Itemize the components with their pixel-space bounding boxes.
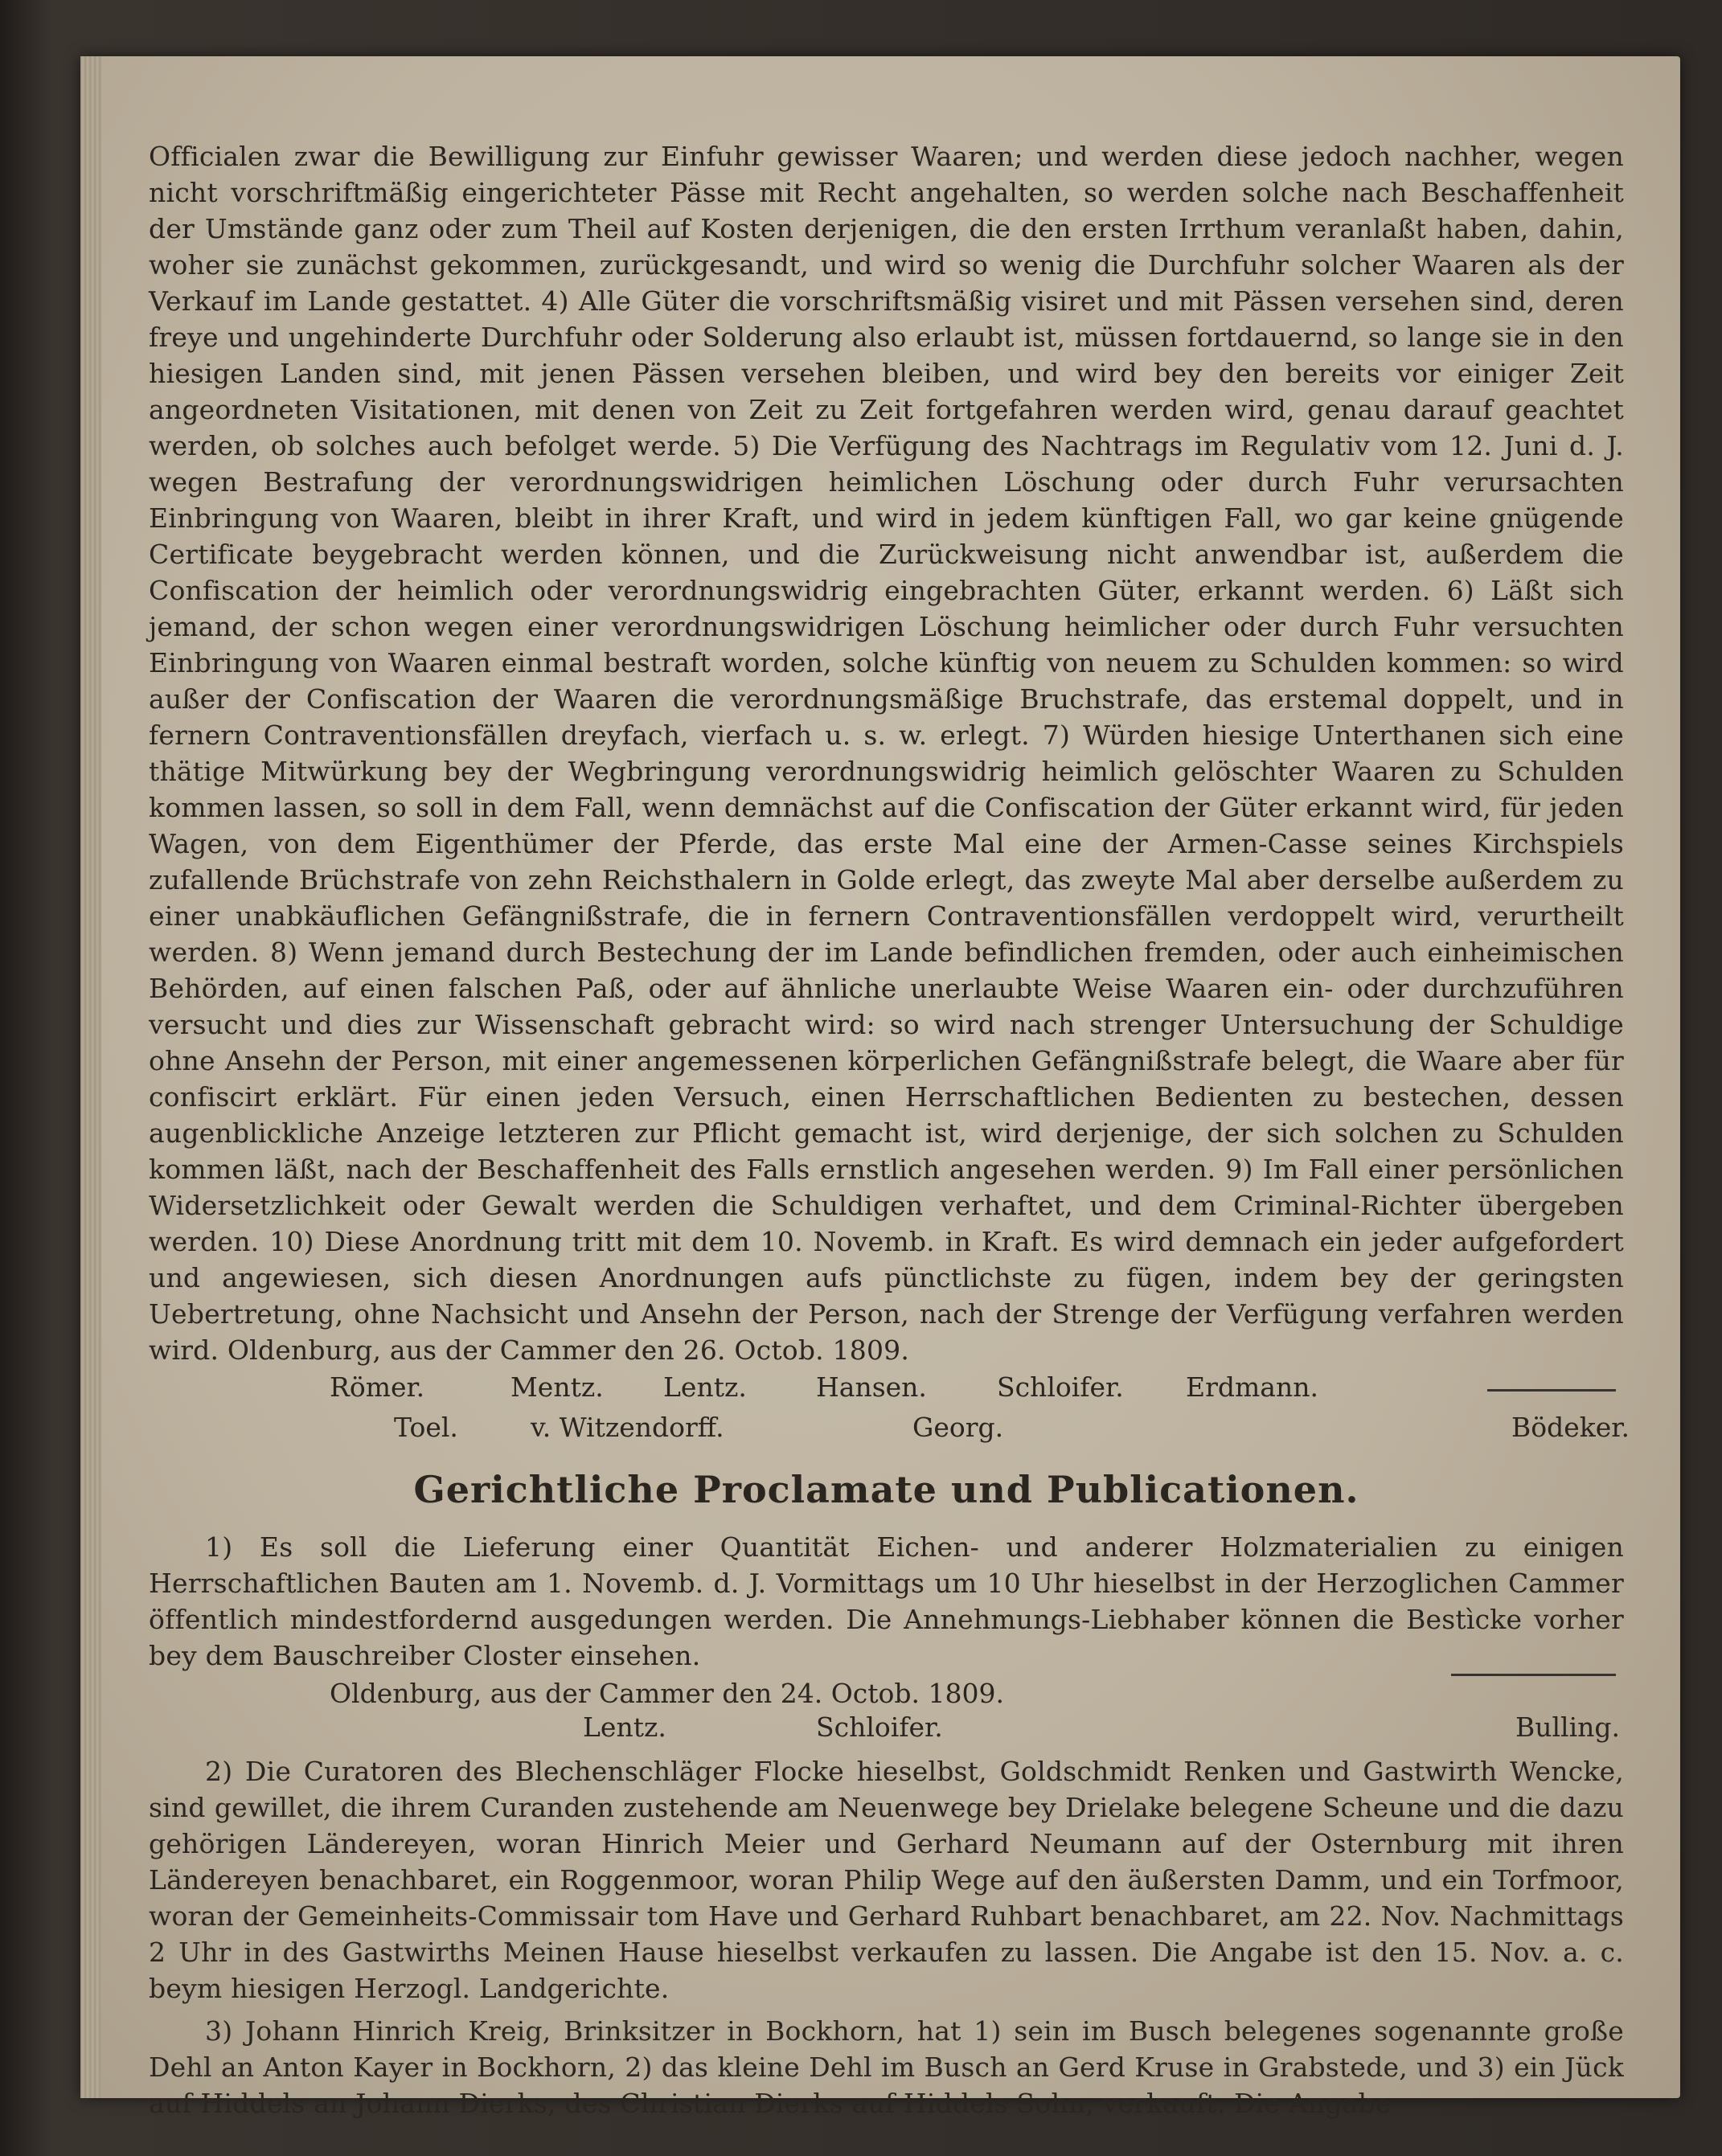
section-heading: Gerichtliche Proclamate und Publicationen.	[413, 1468, 1359, 1511]
page-edge	[80, 56, 101, 2098]
divider-rule	[1451, 1674, 1616, 1676]
signature: Hansen.	[816, 1371, 927, 1403]
main-paragraph: Officialen zwar die Bewilligung zur Einfuhr gewisser Waaren; und werden diese jedoch nachher, wegen nicht vorschriftmäßig eingerichteter Pässe mit Recht angehalten, so werden solche nach Beschaffenheit der Umstände ganz oder zum Theil auf Kosten derjenigen, die den ersten Irrthum veranlaßt haben, dahin, woher sie zunächst gekommen, zurückgesandt, und wird so wenig die Durchfuhr solcher Waaren als der Verkauf im Lande gestattet. 4) Alle Güter die vorschriftsmäßig visiret und mit Pässen versehen sind, deren freye und ungehinderte Durchfuhr oder Solderung also erlaubt ist, müssen fortdauernd, so lange sie in den hiesigen Landen sind, mit jenen Pässen versehen bleiben, und wird bey den bereits vor einiger Zeit angeordneten Visitationen, mit denen von Zeit zu Zeit fortgefahren werden wird, genau darauf geachtet werden, ob solches auch befolget werde. 5) Die Verfügung des Nachtrags im Regulativ vom 12. Juni d. J. wegen Bestrafung der verordnungswidrigen heimlichen Löschung oder durch Fuhr verursachten Einbringung von Waaren, bleibt in ihrer Kraft, und wird in jedem künftigen Fall, wo gar keine gnügende Certificate beygebracht werden können, und die Zurückweisung nicht anwendbar ist, außerdem die Confiscation der heimlich oder verordnungswidrig eingebrachten Güter, erkannt werden. 6) Läßt sich jemand, der schon wegen einer verordnungswidrigen Löschung heimlicher oder durch Fuhr versuchten Einbringung von Waaren einmal bestraft worden, solche künftig von neuem zu Schulden kommen: so wird außer der Confiscation der Waaren die verordnungsmäßige Bruchstrafe, das erstemal doppelt, und in fernern Contraventionsfällen dreyfach, vierfach u. s. w. erlegt. 7) Würden hiesige Unterthanen sich eine thätige Mitwürkung bey der Wegbringung verordnungswidrig heimlich gelöschter Waaren zu Schulden kommen lassen, so soll in dem Fall, wenn demnächst auf die Confiscation der Güter erkannt wird, für jeden Wagen, von dem Eigenthümer der Pferde, das erste Mal eine der Armen-Casse seines Kirchspiels zufallende Brüchstrafe von zehn Reichsthalern in Golde erlegt, das zweyte Mal aber derselbe außerdem zu einer unabkäuflichen Gefängnißstrafe, die in fernern Contraventionsfällen verdoppelt wird, verurtheilt werden. 8) Wenn jemand durch Bestechung der im Lande befindlichen fremden, oder auch einheimischen Behörden, auf einen falschen Paß, oder auf ähnliche unerlaubte Weise Waaren ein- oder durchzuführen versucht und dies zur Wissenschaft gebracht wird: so wird nach strenger Untersuchung der Schuldige ohne Ansehn der Person, mit einer angemessenen körperlichen Gefängnißstrafe belegt, die Waare aber für confiscirt erklärt. Für einen jeden Versuch, einen Herrschaftlichen Bedienten zu bestechen, dessen augenblickliche Anzeige letzteren zur Pflicht gemacht ist, wird derjenige, der sich solchen zu Schulden kommen läßt, nach der Beschaffenheit des Falls ernstlich angesehen werden. 9) Im Fall einer persönlichen Widersetzlichkeit oder Gewalt werden die Schuldigen verhaftet, und dem Criminal-Richter übergeben werden. 10) Diese Anordnung tritt mit dem 10. Novemb. in Kraft. Es wird demnach ein jeder aufgefordert und angewiesen, sich diesen Anordnungen aufs pünctlichste zu fügen, indem bey der geringsten Uebertretung, ohne Nachsicht und Ansehn der Person, nach der Strenge der Verfügung verfahren werden wird. Oldenburg, aus der Cammer den 26. Octob. 1809.	[149, 141, 1624, 1366]
signature: Schloifer.	[816, 1711, 943, 1743]
notice-2: 2) Die Curatoren des Blechenschläger Flocke hieselbst, Goldschmidt Renken und Gastwirth Wencke, sind gewillet, die ihrem Curanden zustehende am Neuenwege bey Drielake belegene Scheune und die dazu gehörigen Ländereyen, woran Hinrich Meier und Gerhard Neumann auf der Osternburg mit ihren Ländereyen benachbaret, ein Roggenmoor, woran Philip Wege auf den äußersten Damm, und ein Torfmoor, woran der Gemeinheits-Commissair tom Have und Gerhard Ruhbart benachbaret, am 22. Nov. Nachmittags 2 Uhr in des Gastwirths Meinen Hause hieselbst verkaufen zu lassen. Die Angabe ist den 15. Nov. a. c. beym hiesigen Herzogl. Landgerichte.	[149, 1756, 1624, 2004]
signature: Toel.	[394, 1412, 458, 1443]
signature: Bödeker.	[1511, 1412, 1630, 1443]
signature: Erdmann.	[1186, 1371, 1318, 1403]
notice-3: 3) Johann Hinrich Kreig, Brinksitzer in Bockhorn, hat 1) sein im Busch belegenes sogenannte große Dehl an Anton Kayer in Bockhorn, 2) das kleine Dehl im Busch an Gerd Kruse in Grabstede, und 3) ein Jück auf Hiddels an Johann Dierks, des Christian Dierks auf Hiddels Sohn, verkauft. Die Angabe	[149, 2015, 1624, 2119]
signature-row-1	[149, 1371, 1624, 1412]
signature: Schloifer.	[997, 1371, 1124, 1403]
signature: Lentz.	[583, 1711, 666, 1743]
signature: Georg.	[912, 1412, 1004, 1443]
notice-1: 1) Es soll die Lieferung einer Quantität Eichen- und anderer Holzmaterialien zu einigen Herrschaftlichen Bauten am 1. Novemb. d. J. Vormittags um 10 Uhr hieselbst in der Herzoglichen Cammer öffentlich mindestfordernd ausgedungen werden. Die Annehmungs-Liebhaber können die Bestìcke vorher bey dem Bauschreiber Closter einsehen.	[149, 1531, 1624, 1671]
signature: Bulling.	[1515, 1711, 1621, 1743]
notice-1-dateline-wrap	[149, 1675, 1624, 1711]
signature: v. Witzendorff.	[531, 1412, 724, 1443]
signature: Mentz.	[510, 1371, 604, 1403]
notice-1-dateline: Oldenburg, aus der Cammer den 24. Octob. 1809.	[330, 1678, 1004, 1709]
page-text	[149, 138, 1630, 2121]
signature-row-2	[149, 1412, 1630, 1452]
divider-rule	[1487, 1389, 1616, 1392]
signature: Lentz.	[663, 1371, 747, 1403]
signature-row-3	[149, 1711, 1624, 1748]
signature: Römer.	[330, 1371, 425, 1403]
